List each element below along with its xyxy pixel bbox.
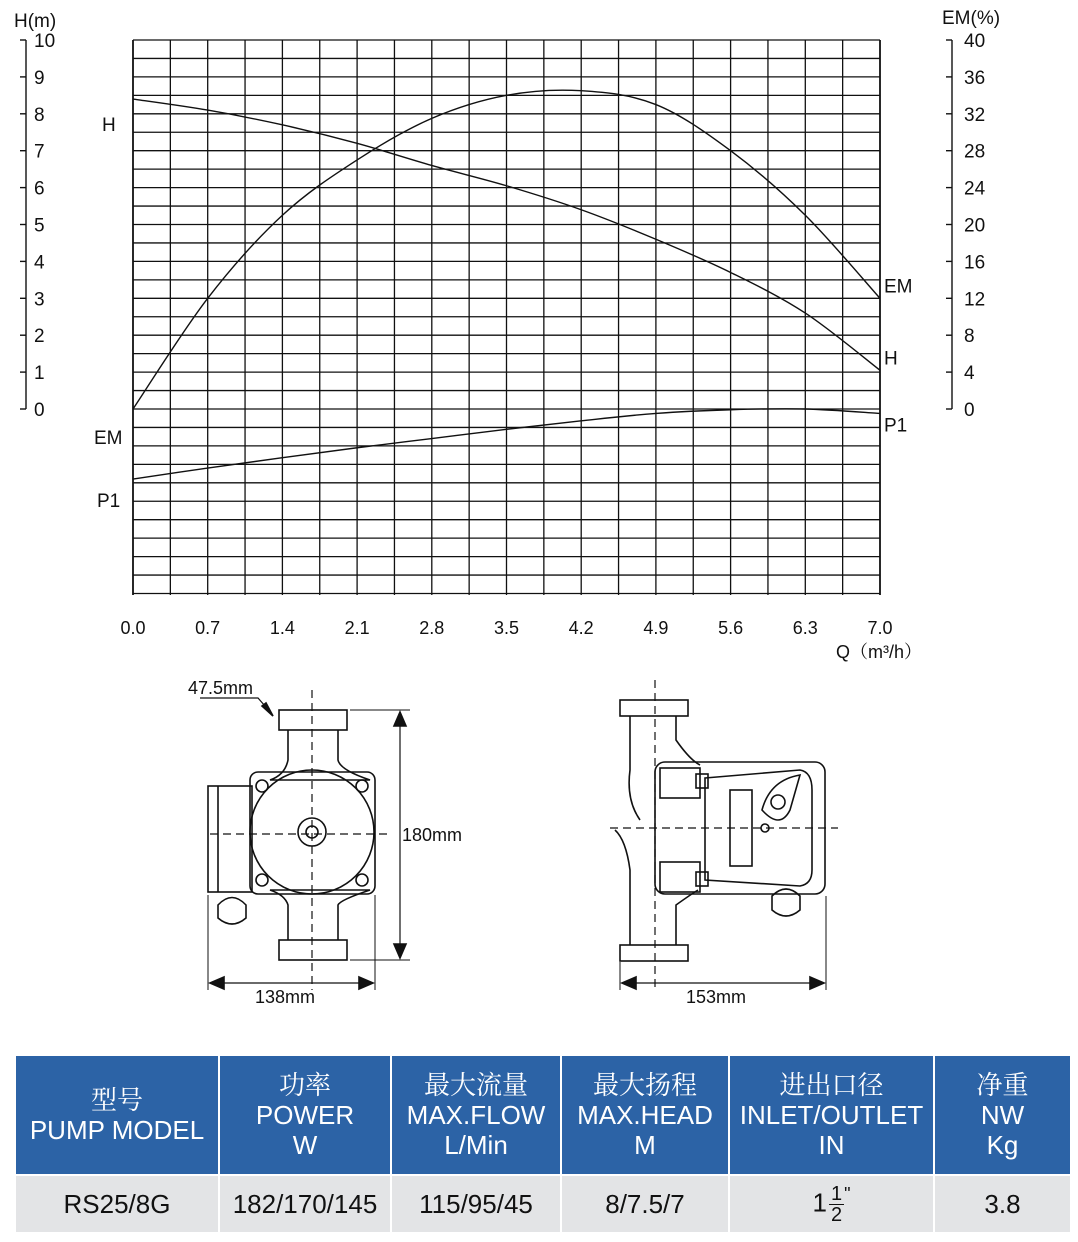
x-tick-label: 6.3 [792,618,818,638]
header-max-flow-zh: 最大流量 [423,1070,528,1100]
left-tick-label: 4 [34,252,45,274]
right-axis-title: EM(%) [942,8,1001,29]
spec-table-header-row [15,1055,1071,1175]
front-view-drawing [200,690,410,990]
x-tick-label: 2.1 [344,618,370,638]
pipe-width-dimension: 47.5mm [188,678,254,698]
side-view-drawing [610,680,838,990]
front-width-dimension: 138mm [255,987,316,1007]
x-tick-label: 0.7 [195,618,221,638]
left-tick-label: 0 [34,400,45,421]
left-tick-label: 8 [34,104,45,126]
header-power-en: POWER [255,1100,355,1130]
spec-table [14,1054,1072,1234]
x-tick-label: 4.2 [568,618,594,638]
header-net-weight-zh: 净重 [976,1070,1029,1100]
left-tick-label: 5 [34,215,45,237]
header-max-head-unit: M [634,1130,656,1160]
inch-mark: " [844,1183,851,1204]
header-pump-model [15,1055,219,1175]
header-inlet-outlet-en: INLET/OUTLET [739,1100,924,1130]
right-axis-em [946,31,986,421]
table-row [15,1175,1071,1233]
header-pump-model-zh: 型号 [90,1085,143,1115]
right-tick-label: 0 [964,400,975,421]
left-axis-h [20,31,55,421]
header-net-weight [934,1055,1071,1175]
right-tick-label: 12 [964,289,986,311]
left-tick-label: 2 [34,326,45,348]
header-max-head [561,1055,729,1175]
x-tick-label: 7.0 [867,618,893,638]
header-net-weight-unit: Kg [986,1130,1019,1160]
inlet-denominator: 2 [830,1203,843,1226]
right-tick-label: 20 [964,215,986,237]
em-curve-left-label: EM [94,428,123,449]
header-inlet-outlet-zh: 进出口径 [779,1070,884,1100]
inlet-whole: 1 [812,1186,827,1217]
chart-curves [133,90,913,479]
right-tick-label: 8 [964,326,975,348]
left-tick-label: 6 [34,178,45,200]
x-tick-label: 0.0 [120,618,146,638]
left-tick-label: 10 [34,31,56,52]
header-max-flow-unit: L/Min [444,1130,508,1160]
header-power [219,1055,391,1175]
right-tick-label: 32 [964,104,986,126]
x-tick-label: 4.9 [643,618,669,638]
left-axis-title: H(m) [14,11,57,32]
left-tick-label: 7 [34,141,45,163]
inlet-numerator: 1 [830,1182,843,1205]
header-power-zh: 功率 [278,1070,331,1100]
x-axis-q [120,618,892,638]
x-tick-label: 5.6 [718,618,744,638]
x-tick-label: 1.4 [269,618,295,638]
height-dimension: 180mm [402,825,463,845]
right-tick-label: 40 [964,31,986,52]
cell-weight: 3.8 [934,1175,1071,1233]
x-tick-label: 2.8 [419,618,445,638]
cell-inlet-outlet [729,1175,934,1233]
left-tick-label: 3 [34,289,45,311]
cell-head: 8/7.5/7 [561,1175,729,1233]
header-max-flow [391,1055,561,1175]
curve-end-label-h: H [884,348,898,370]
curve-end-label-p1: P1 [884,415,908,437]
x-axis-title: Q（m³/h） [836,642,923,662]
header-max-head-en: MAX.HEAD [577,1100,713,1130]
header-pump-model-en: PUMP MODEL [29,1115,205,1145]
curve-end-label-em: EM [884,276,913,298]
right-tick-label: 16 [964,252,986,274]
right-tick-label: 28 [964,141,986,163]
left-tick-label: 1 [34,363,45,385]
right-tick-label: 4 [964,363,975,385]
cell-model: RS25/8G [15,1175,219,1233]
h-curve-left-label: H [102,115,116,136]
chart-grid [133,40,880,595]
inlet-fraction [829,1184,844,1225]
header-inlet-outlet-unit: IN [818,1130,845,1160]
right-tick-label: 36 [964,67,986,89]
header-max-head-zh: 最大扬程 [592,1070,697,1100]
cell-flow: 115/95/45 [391,1175,561,1233]
header-max-flow-en: MAX.FLOW [406,1100,546,1130]
header-power-unit: W [292,1130,318,1160]
right-tick-label: 24 [964,178,986,200]
cell-power: 182/170/145 [219,1175,391,1233]
left-tick-label: 9 [34,67,45,89]
x-tick-label: 3.5 [493,618,520,638]
header-inlet-outlet [729,1055,934,1175]
side-width-dimension: 153mm [686,987,747,1007]
header-net-weight-en: NW [980,1100,1025,1130]
p1-curve-left-label: P1 [97,491,121,512]
